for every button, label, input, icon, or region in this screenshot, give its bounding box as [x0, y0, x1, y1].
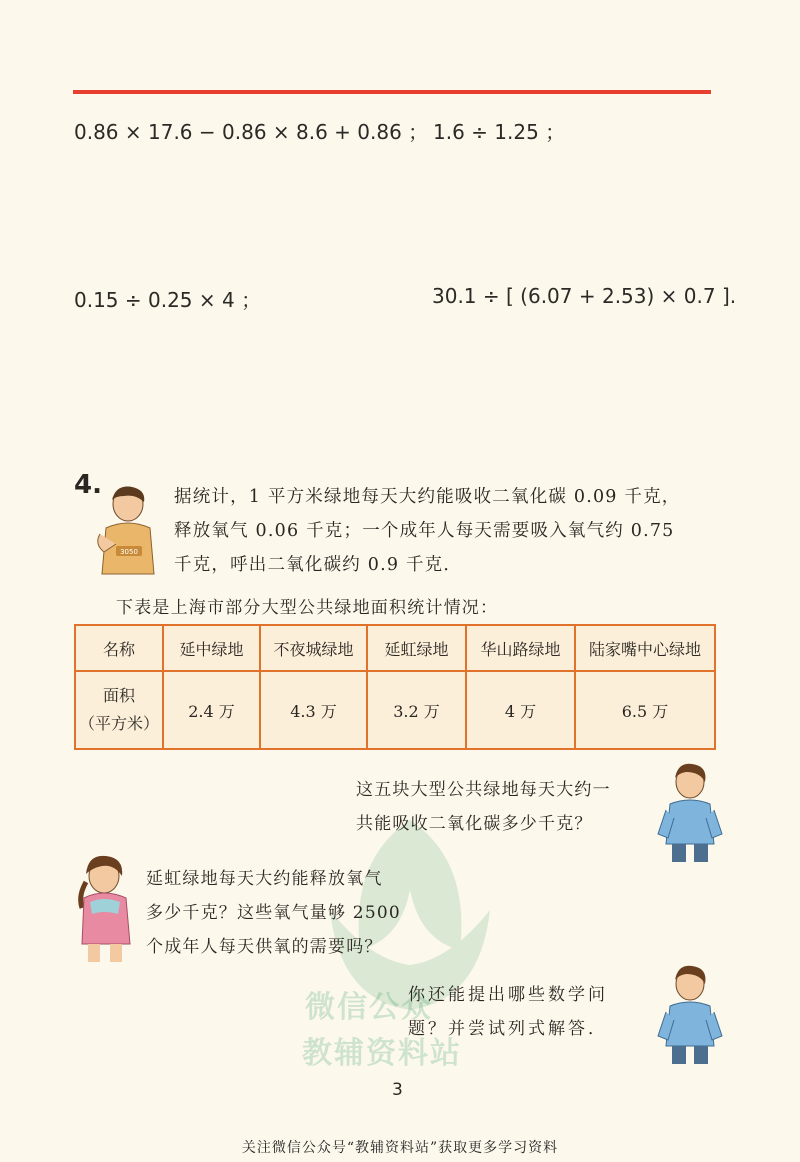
footer-note: 关注微信公众号“教辅资料站”获取更多学习资料	[241, 1140, 559, 1156]
table-row-label	[75, 671, 163, 749]
girl-question-line-1: 延虹绿地每天大约能释放氧气	[146, 869, 383, 889]
row-label-line-1: 面积	[102, 686, 135, 705]
table-value-row	[75, 671, 715, 749]
table-header-row	[75, 625, 715, 671]
top-rule	[73, 90, 711, 94]
green-area-table	[74, 624, 716, 750]
table-col-buyecheng: 不夜城绿地	[260, 625, 367, 671]
table-col-lujiazui: 陆家嘴中心绿地	[575, 625, 715, 671]
boy-illustration-2	[656, 962, 724, 1066]
table-col-yanhong: 延虹绿地	[367, 625, 466, 671]
table-cell: 6.5 万	[575, 671, 715, 749]
final-question	[408, 978, 608, 1046]
page-number: 3	[392, 1080, 403, 1100]
table-cell: 4 万	[466, 671, 575, 749]
row-label-line-2: （平方米）	[78, 714, 159, 733]
final-question-line-1: 你还能提出哪些数学问	[408, 985, 608, 1005]
intro-line-1: 据统计，1 平方米绿地每天大约能吸收二氧化碳 0.09 千克，	[174, 487, 681, 507]
girl-question-line-2: 多少千克？这些氧气量够 2500	[146, 903, 401, 923]
question-intro	[174, 480, 681, 582]
table-intro: 下表是上海市部分大型公共绿地面积统计情况：	[116, 598, 499, 618]
table-cell: 4.3 万	[260, 671, 367, 749]
shirt-text: 3050	[120, 548, 138, 556]
question-number: 4.	[74, 470, 102, 500]
boy-question-line-1: 这五块大型公共绿地每天大约一	[356, 780, 611, 800]
boy-illustration	[656, 760, 724, 864]
man-illustration	[92, 484, 160, 576]
watermark-text-2: 教辅资料站	[302, 1036, 462, 1071]
exercise-1: 0.86 × 17.6 − 0.86 × 8.6 + 0.86 ；	[74, 120, 429, 144]
boy-question	[356, 773, 611, 841]
table-header-label: 名称	[75, 625, 163, 671]
intro-line-3: 千克，呼出二氧化碳约 0.9 千克．	[174, 555, 463, 575]
boy-question-line-2: 共能吸收二氧化碳多少千克？	[356, 814, 593, 834]
table-col-yanzhong: 延中绿地	[163, 625, 260, 671]
exercise-3: 0.15 ÷ 0.25 × 4 ；	[74, 288, 262, 312]
exercise-2: 1.6 ÷ 1.25 ；	[433, 120, 566, 144]
table-cell: 3.2 万	[367, 671, 466, 749]
girl-illustration	[74, 852, 140, 964]
table-cell: 2.4 万	[163, 671, 260, 749]
girl-question	[146, 862, 401, 964]
final-question-line-2: 题？并尝试列式解答．	[408, 1019, 608, 1039]
table-col-huashanlu: 华山路绿地	[466, 625, 575, 671]
intro-line-2: 释放氧气 0.06 千克；一个成年人每天需要吸入氧气约 0.75	[174, 521, 675, 541]
watermark-text-1: 微信公众	[305, 990, 433, 1025]
girl-question-line-3: 个成年人每天供氧的需要吗？	[146, 937, 383, 957]
exercise-4: 30.1 ÷ [ (6.07 + 2.53) × 0.7 ].	[432, 284, 737, 308]
